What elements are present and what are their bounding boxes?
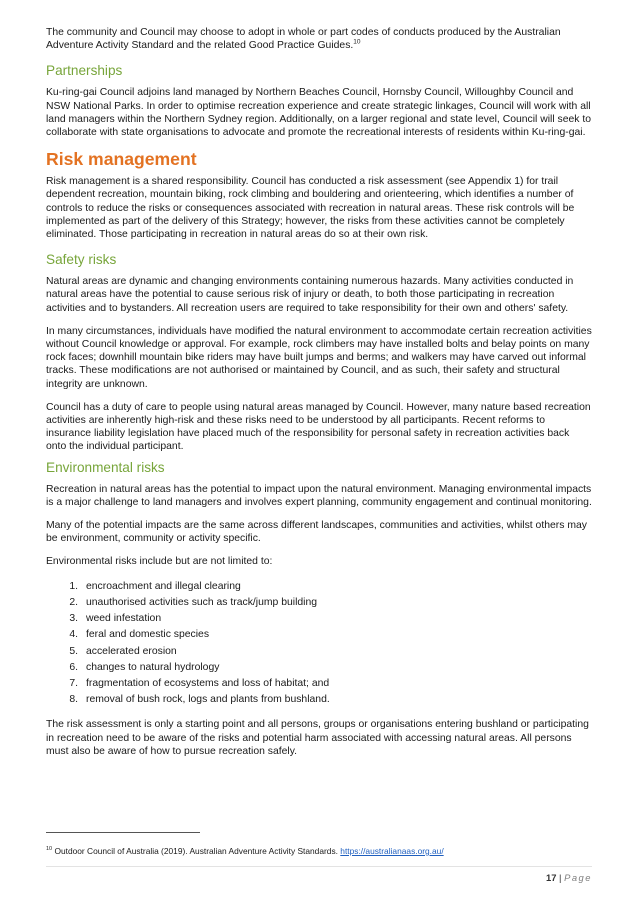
partnerships-heading: Partnerships — [46, 63, 123, 79]
safety-risks-paragraph: In many circumstances, individuals have modified the natural environment to accommodate certain recreation activities without Council knowledge or approval. For example, rock climbers may have installed bolts and belay points on many rock faces; downhill mountain bike riders may have built jumps and berms; and walkers may have carved out informal tracks. These modifications are not authorised or maintained by Council, and as such, their safety and structural integrity are unknown. — [46, 325, 592, 390]
list-item-number: 8. — [69, 694, 78, 706]
page-label: Page — [564, 872, 592, 883]
list-item — [46, 627, 592, 643]
list-item-number: 7. — [69, 677, 78, 689]
list-item-number: 6. — [69, 661, 78, 673]
footnote-number: 10 — [46, 846, 53, 853]
risk-management-heading: Risk management — [46, 149, 197, 170]
intro-text: The community and Council may choose to adopt in whole or part codes of conducts produced by the Australian Adventure Activity Standard and the related Good Practice Guides. — [46, 27, 561, 52]
partnerships-paragraph: Ku-ring-gai Council adjoins land managed by Northern Beaches Council, Hornsby Council, Willoughby Council and NSW National Parks. In order to optimise recreation experience and create strategic linkages, Council will work with all land managers within the Northern Sydney region. Additionally, on a larger regional and state level, Council will seek to collaborate with state organisations to advocate and promote the recreational interests of residents within Ku-ring-gai. — [46, 87, 592, 139]
list-item-text: feral and domestic species — [86, 629, 210, 641]
list-item-text: unauthorised activities such as track/jump building — [86, 596, 318, 608]
page-footer — [46, 866, 592, 883]
footnote-divider — [46, 832, 200, 833]
safety-risks-paragraph: Council has a duty of care to people using natural areas managed by Council. However, many nature based recreation activities are inherently high-risk and these risks need to be understood by all participants. Recent reforms to insurance liability legislation have placed much of the responsibility for personal safety in recreation activities back onto the individual participant. — [46, 401, 591, 453]
footnote-text: Outdoor Council of Australia (2019). Australian Adventure Activity Standards. — [52, 846, 341, 856]
list-item-number: 3. — [69, 613, 78, 625]
safety-risks-paragraph: Natural areas are dynamic and changing environments containing numerous hazards. Many activities conducted in natural areas have the potential to cause serious risk of injury or death, to both those participating in recreation activities and to bystanders. All recreation users are required to take responsibility for their own and others' safety. — [46, 276, 574, 314]
list-item — [46, 611, 592, 627]
document-page — [46, 26, 592, 768]
environmental-risks-paragraph: Many of the potential impacts are the same across different landscapes, communities and activities, whilst others may be environment, community or activity specific. — [46, 520, 587, 545]
footnote — [46, 846, 444, 857]
list-item — [46, 660, 592, 676]
list-item — [46, 676, 592, 692]
page-number: 17 — [546, 872, 557, 883]
list-item-text: removal of bush rock, logs and plants from bushland. — [86, 694, 330, 706]
list-item — [46, 579, 592, 595]
list-item-text: encroachment and illegal clearing — [86, 580, 241, 592]
safety-risks-heading: Safety risks — [46, 252, 117, 268]
list-item-number: 2. — [69, 596, 78, 608]
footnote-reference[interactable]: 10 — [353, 38, 361, 46]
environmental-risks-paragraph: Recreation in natural areas has the potential to impact upon the natural environment. Managing environmental impacts is a major challenge to land managers and involves expert planning, community engagement and continual monitoring. — [46, 483, 592, 508]
list-item — [46, 595, 592, 611]
list-item — [46, 644, 592, 660]
list-item-number: 1. — [69, 580, 78, 592]
closing-paragraph: The risk assessment is only a starting point and all persons, groups or organisations entering bushland or participating in recreation need to be aware of the risks and potential harm associated with accessing natural areas. All persons must also be aware of how to pursue recreation safely. — [46, 719, 589, 757]
environmental-risks-paragraph: Environmental risks include but are not limited to: — [46, 556, 273, 568]
list-item-text: changes to natural hydrology — [86, 661, 220, 673]
page-separator: | — [556, 872, 565, 883]
list-item-text: accelerated erosion — [86, 645, 177, 657]
risk-management-paragraph: Risk management is a shared responsibility. Council has conducted a risk assessment (see Appendix 1) for trail dependent recreation, mountain biking, rock climbing and bouldering and orienteering, which identifies a number of controls to reduce the risks or consequences associated with recreation in natural areas. These risk controls will be implemented as part of the delivery of this Strategy; however, the risks from these activities cannot be completely eliminated. Those participating in recreation in natural areas do so at their own risk. — [46, 176, 575, 241]
list-item-number: 5. — [69, 645, 78, 657]
intro-paragraph — [46, 26, 592, 52]
footnote-link[interactable]: https://australianaas.org.au/ — [340, 846, 444, 856]
list-item — [46, 692, 592, 708]
environmental-risks-heading: Environmental risks — [46, 459, 165, 475]
environmental-risks-list — [46, 579, 592, 709]
list-item-text: weed infestation — [86, 613, 162, 625]
list-item-number: 4. — [69, 629, 78, 641]
list-item-text: fragmentation of ecosystems and loss of habitat; and — [86, 677, 330, 689]
